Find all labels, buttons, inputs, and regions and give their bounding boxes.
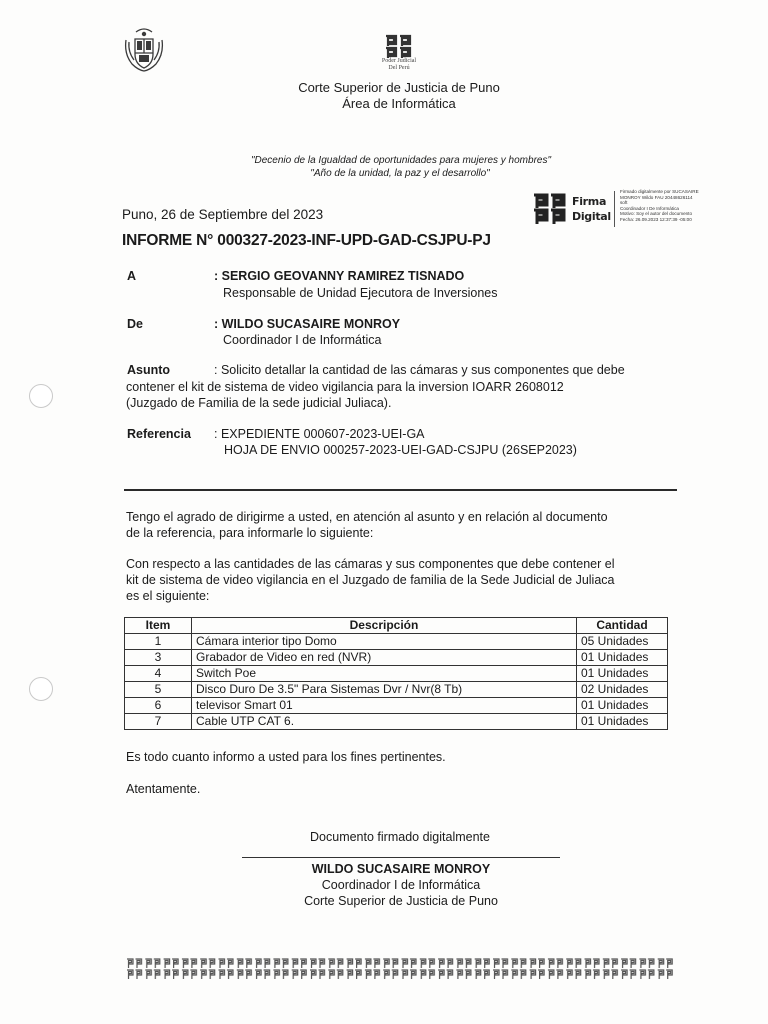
cell-quantity: 01 Unidades (577, 650, 668, 666)
cell-description: Switch Poe (192, 666, 577, 682)
signatory-role: Coordinador I de Informática (321, 878, 481, 892)
signature-details (620, 189, 720, 223)
signature-divider (614, 191, 615, 227)
from-name: : WILDO SUCASAIRE MONROY (214, 317, 401, 331)
subject-line-2: contener el kit de sistema de video vigilancia para la inversion IOARR 2608012 (126, 380, 564, 394)
year-quote: "Año de la unidad, la paz y el desarrollo" (310, 168, 490, 179)
reference-line-2: HOJA DE ENVIO 000257-2023-UEI-GAD-CSJPU (26SEP2023) (224, 443, 577, 457)
signature-label (572, 194, 611, 224)
digital-signature-note: Documento firmado digitalmente (310, 830, 490, 844)
salutation: Atentamente. (126, 782, 201, 796)
header-description: Descripción (192, 618, 577, 634)
national-crest-icon (122, 26, 166, 74)
footer-logo-pattern (126, 958, 676, 980)
report-number: INFORME N° 000327-2023-INF-UPD-GAD-CSJPU-PJ (122, 232, 491, 249)
logo-caption-2: Del Perú (388, 65, 410, 71)
from-role: Coordinador I de Informática (223, 333, 382, 347)
paragraph-line: es el siguiente: (126, 589, 210, 603)
subject-line-3: (Juzgado de Familia de la sede judicial Juliaca). (126, 396, 392, 410)
signature-label-digital: Digital (572, 210, 611, 223)
signatory-institution: Corte Superior de Justicia de Puno (304, 894, 498, 908)
cell-description: Disco Duro De 3.5" Para Sistemas Dvr / Nvr(8 Tb) (192, 682, 577, 698)
document-date: Puno, 26 de Septiembre del 2023 (122, 207, 324, 222)
signature-line: Motivo: Soy el autor del documento (620, 211, 693, 217)
poder-judicial-logo (374, 34, 424, 72)
table-row (125, 650, 668, 666)
cell-item: 7 (125, 714, 192, 730)
decade-quote: "Decenio de la Igualdad de oportunidades para mujeres y hombres" (250, 155, 552, 166)
to-role: Responsable de Unidad Ejecutora de Inversiones (223, 286, 498, 300)
header-quantity: Cantidad (577, 618, 668, 634)
table-row (125, 682, 668, 698)
cell-item: 3 (125, 650, 192, 666)
header-item: Item (125, 618, 192, 634)
cell-quantity: 02 Unidades (577, 682, 668, 698)
reference-line-1: : EXPEDIENTE 000607-2023-UEI-GA (214, 427, 425, 441)
signature-line: MONROY Wildo FAU 20448626114 (620, 194, 693, 200)
table-header-row (125, 618, 668, 634)
cell-description: televisor Smart 01 (192, 698, 577, 714)
logo-caption-1: Poder Judicial (381, 58, 417, 64)
from-label: De (127, 317, 143, 331)
subject-line-1: : Solicito detallar la cantidad de las cámaras y sus componentes que debe (214, 363, 625, 377)
cell-quantity: 05 Unidades (577, 634, 668, 650)
cell-item: 1 (125, 634, 192, 650)
court-name: Corte Superior de Justicia de Puno (298, 80, 500, 95)
cell-item: 4 (125, 666, 192, 682)
intro-paragraph (126, 509, 608, 541)
cell-item: 6 (125, 698, 192, 714)
signature-line: Coordinador I De Informática (620, 205, 679, 211)
detail-paragraph (126, 556, 615, 604)
cell-description: Grabador de Video en red (NVR) (192, 650, 577, 666)
signature-label-firma: Firma (572, 195, 607, 208)
subject-label: Asunto (127, 363, 171, 377)
table-row (125, 634, 668, 650)
cell-quantity: 01 Unidades (577, 714, 668, 730)
closing-line: Es todo cuanto informo a usted para los fines pertinentes. (126, 750, 446, 764)
divider-rule (124, 489, 677, 491)
signatory-name: WILDO SUCASAIRE MONROY (311, 862, 491, 876)
items-table (124, 617, 668, 730)
table-row (125, 698, 668, 714)
cell-description: Cable UTP CAT 6. (192, 714, 577, 730)
paragraph-line: Tengo el agrado de dirigirme a usted, en atención al asunto y en relación al documento (126, 510, 608, 524)
reference-label: Referencia (127, 427, 191, 441)
signature-line: Firmado digitalmente por SUCASAIRE (620, 189, 699, 194)
to-name: : SERGIO GEOVANNY RAMIREZ TISNADO (214, 269, 465, 283)
table-row (125, 666, 668, 682)
signature-line: Fecha: 26.09.2023 12:37:39 -05:00 (620, 216, 692, 222)
table-row (125, 714, 668, 730)
to-label: A (127, 269, 137, 283)
pj-logo-icon (384, 34, 414, 58)
cell-description: Cámara interior tipo Domo (192, 634, 577, 650)
paragraph-line: de la referencia, para informarle lo siguiente: (126, 526, 374, 540)
digital-signature-stamp (532, 189, 699, 229)
pj-signature-icon (532, 193, 568, 225)
area-name: Área de Informática (342, 96, 456, 111)
signature-line: soft (620, 200, 628, 206)
paragraph-line: kit de sistema de video vigilancia en el Juzgado de familia de la Sede Judicial de Juliaca (126, 573, 615, 587)
cell-quantity: 01 Unidades (577, 698, 668, 714)
signature-line-rule (242, 857, 560, 858)
cell-item: 5 (125, 682, 192, 698)
cell-quantity: 01 Unidades (577, 666, 668, 682)
punch-hole (29, 384, 53, 408)
paragraph-line: Con respecto a las cantidades de las cámaras y sus componentes que debe contener el (126, 557, 615, 571)
punch-hole (29, 677, 53, 701)
